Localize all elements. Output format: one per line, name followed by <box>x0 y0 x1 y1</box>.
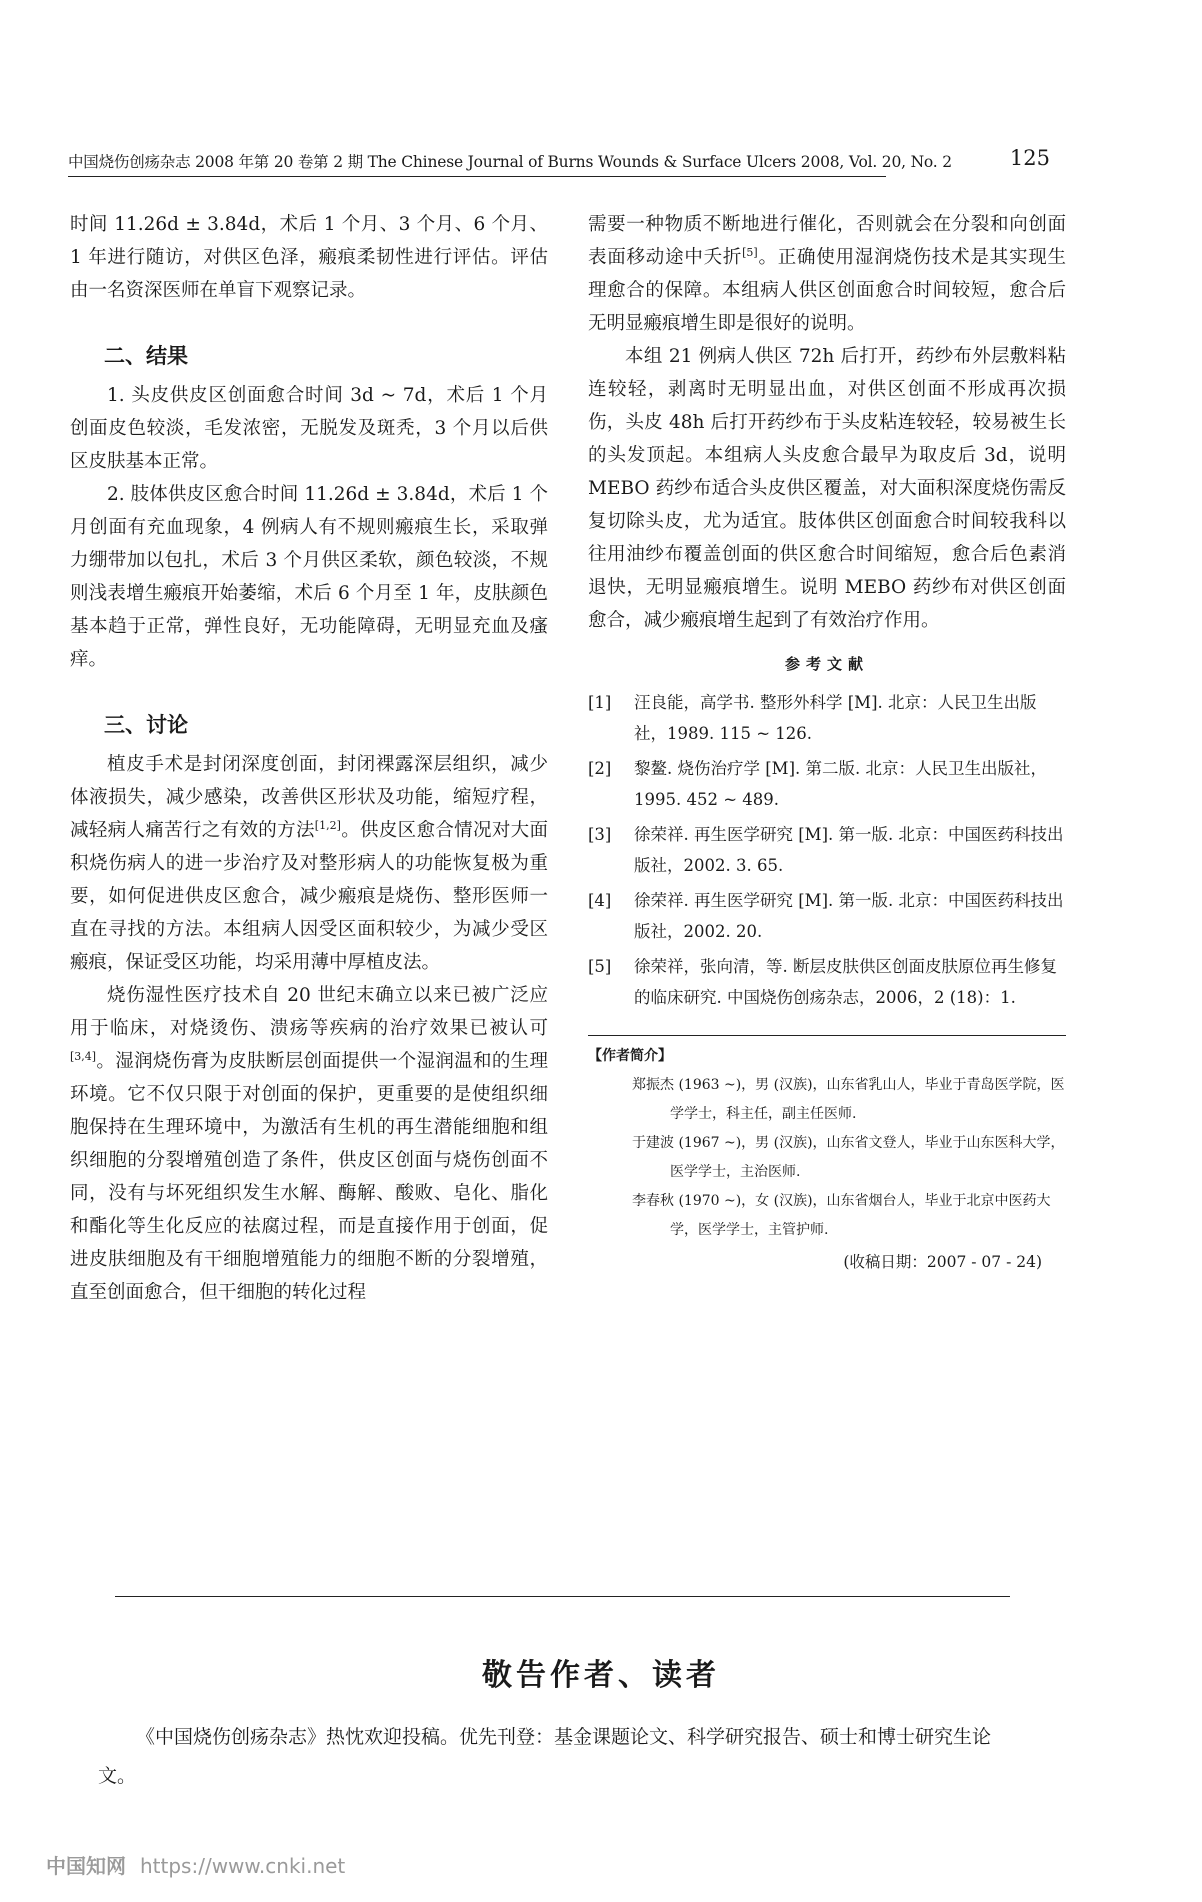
author-bio-item: 李春秋 (1970 ~)，女 (汉族)，山东省烟台人，毕业于北京中医药大学，医学学士，主管护师. <box>632 1193 1051 1238</box>
right-column <box>588 208 1066 1277</box>
citation-5: [5] <box>742 245 758 259</box>
references-title: 参考文献 <box>784 655 869 673</box>
cnki-brand: 中国知网 <box>46 1854 126 1878</box>
discussion-paragraph-4: 本组 21 例病人供区 72h 后打开，药纱布外层敷料粘连较轻，剥离时无明显出血，对供区创面不形成再次损伤，头皮 48h 后打开药纱布于头皮粘连较轻，较易被生长的头发顶起。本组病人头皮愈合最早为取皮后 3d，说明 MEBO 药纱布适合头皮供区覆盖，对大面积深度烧伤需反复切除头皮，尤为适宜。肢体供区创面愈合时间较我科以往用油纱布覆盖创面的供区愈合时间缩短，愈合后色素消退快，无明显瘢痕增生。说明 MEBO 药纱布对供区创面愈合，减少瘢痕增生起到了有效治疗作用。 <box>588 346 1066 631</box>
running-title: 中国烧伤创疡杂志 2008 年第 20 卷第 2 期 The Chinese Journal of Burns Wounds & Surface Ulcers 2008, Vol. 20, No. 2 <box>68 153 952 171</box>
notice-paragraph: 《中国烧伤创疡杂志》热忱欢迎投稿。优先刊登：基金课题论文、科学研究报告、硕士和博士研究生论文。 <box>98 1726 992 1787</box>
author-bio-item: 于建波 (1967 ~)，男 (汉族)，山东省文登人，毕业于山东医科大学，医学学士，主治医师. <box>632 1135 1065 1180</box>
reference-list <box>588 687 1066 1013</box>
reference-text: 汪良能，高学书. 整形外科学 [M]. 北京：人民卫生出版社，1989. 115 ~ 126. <box>634 693 1037 743</box>
reference-number: [1] <box>588 693 612 712</box>
reference-item <box>588 951 1066 1013</box>
discussion-p3-text-b: 。正确使用湿润烧伤技术是其实现生理愈合的保障。本组病人供区创面愈合时间较短，愈合后无明显瘢痕增生即是很好的说明。 <box>588 247 1066 334</box>
discussion-p1-text-b: 。供皮区愈合情况对大面积烧伤病人的进一步治疗及对整形病人的功能恢复极为重要，如何促进供皮区愈合，减少瘢痕是烧伤、整形医师一直在寻找的方法。本组病人因受区面积较少，为减少受区瘢痕，保证受区功能，均采用薄中厚植皮法。 <box>70 820 548 973</box>
running-header <box>68 148 1050 176</box>
citation-3-4: [3,4] <box>70 1049 97 1063</box>
methods-continuation: 时间 11.26d ± 3.84d，术后 1 个月、3 个月、6 个月、1 年进行随访，对供区色泽，瘢痕柔韧性进行评估。评估由一名资深医师在单盲下观察记录。 <box>70 214 548 301</box>
reference-item <box>588 885 1066 947</box>
discussion-paragraph-2 <box>70 979 548 1309</box>
reference-text: 徐荣祥，张向清，等. 断层皮肤供区创面皮肤原位再生修复的临床研究. 中国烧伤创疡杂志，2006，2 (18)：1. <box>634 957 1057 1007</box>
results-paragraph-1: 1. 头皮供皮区创面愈合时间 3d ~ 7d，术后 1 个月创面皮色较淡，毛发浓密，无脱发及斑秃，3 个月以后供区皮肤基本正常。 <box>70 385 548 472</box>
reference-number: [3] <box>588 825 612 844</box>
reference-item <box>588 753 1066 815</box>
left-column <box>70 208 548 1309</box>
reference-number: [4] <box>588 891 612 910</box>
discussion-p2-text-a: 烧伤湿性医疗技术自 20 世纪末确立以来已被广泛应用于临床，对烧烫伤、溃疡等疾病的治疗效果已被认可 <box>70 985 548 1039</box>
author-bio-title: 【作者简介】 <box>588 1048 672 1064</box>
reference-number: [2] <box>588 759 612 778</box>
citation-1-2: [1,2] <box>314 818 341 832</box>
results-paragraph-2: 2. 肢体供皮区愈合时间 11.26d ± 3.84d，术后 1 个月创面有充血现象，4 例病人有不规则瘢痕生长，采取弹力绷带加以包扎，术后 3 个月供区柔软，颜色较淡，不规则浅表增生瘢痕开始萎缩，术后 6 个月至 1 年，皮肤颜色基本趋于正常，弹性良好，无功能障碍，无明显充血及瘙痒。 <box>70 484 548 670</box>
discussion-p3-text-a: 需要一种物质不断地进行催化，否则就会在分裂和向创面表面移动途中夭折 <box>588 214 1066 268</box>
discussion-p1-text-a: 植皮手术是封闭深度创面，封闭裸露深层组织，减少体液损失，减少感染，改善供区形状及功能，缩短疗程，减轻病人痛苦行之有效的方法 <box>70 754 548 841</box>
cnki-url[interactable]: https://www.cnki.net <box>140 1854 346 1878</box>
notice-title: 敬告作者、读者 <box>482 1658 720 1693</box>
header-rule <box>68 176 886 177</box>
received-date: (收稿日期：2007 - 07 - 24) <box>843 1253 1042 1271</box>
discussion-paragraph-3 <box>588 208 1066 340</box>
notice-body <box>98 1718 1018 1796</box>
reference-item <box>588 819 1066 881</box>
reference-number: [5] <box>588 957 612 976</box>
reference-text: 黎鳌. 烧伤治疗学 [M]. 第二版. 北京：人民卫生出版社，1995. 452 ~ 489. <box>634 759 1047 809</box>
author-bio-box <box>588 1035 1066 1245</box>
notice-separator-rule <box>115 1596 1010 1597</box>
section-title-results: 二、结果 <box>104 344 188 368</box>
reference-text: 徐荣祥. 再生医学研究 [M]. 第一版. 北京：中国医药科技出版社，2002. 20. <box>634 891 1064 941</box>
page-number: 125 <box>1009 146 1050 170</box>
discussion-paragraph-1 <box>70 748 548 979</box>
reference-text: 徐荣祥. 再生医学研究 [M]. 第一版. 北京：中国医药科技出版社，2002. 3. 65. <box>634 825 1064 875</box>
reference-item <box>588 687 1066 749</box>
discussion-p2-text-b: 。湿润烧伤膏为皮肤断层创面提供一个湿润温和的生理环境。它不仅只限于对创面的保护，更重要的是使组织细胞保持在生理环境中，为激活有生机的再生潜能细胞和组织细胞的分裂增殖创造了条件，供皮区创面与烧伤创面不同，没有与坏死组织发生水解、酶解、酸败、皂化、脂化和酯化等生化反应的祛腐过程，而是直接作用于创面，促进皮肤细胞及有干细胞增殖能力的细胞不断的分裂增殖，直至创面愈合，但干细胞的转化过程 <box>70 1051 548 1303</box>
author-bio-item: 郑振杰 (1963 ~)，男 (汉族)，山东省乳山人，毕业于青岛医学院，医学学士，科主任，副主任医师. <box>632 1077 1065 1122</box>
section-title-discussion: 三、讨论 <box>104 713 188 737</box>
cnki-watermark <box>46 1850 345 1879</box>
